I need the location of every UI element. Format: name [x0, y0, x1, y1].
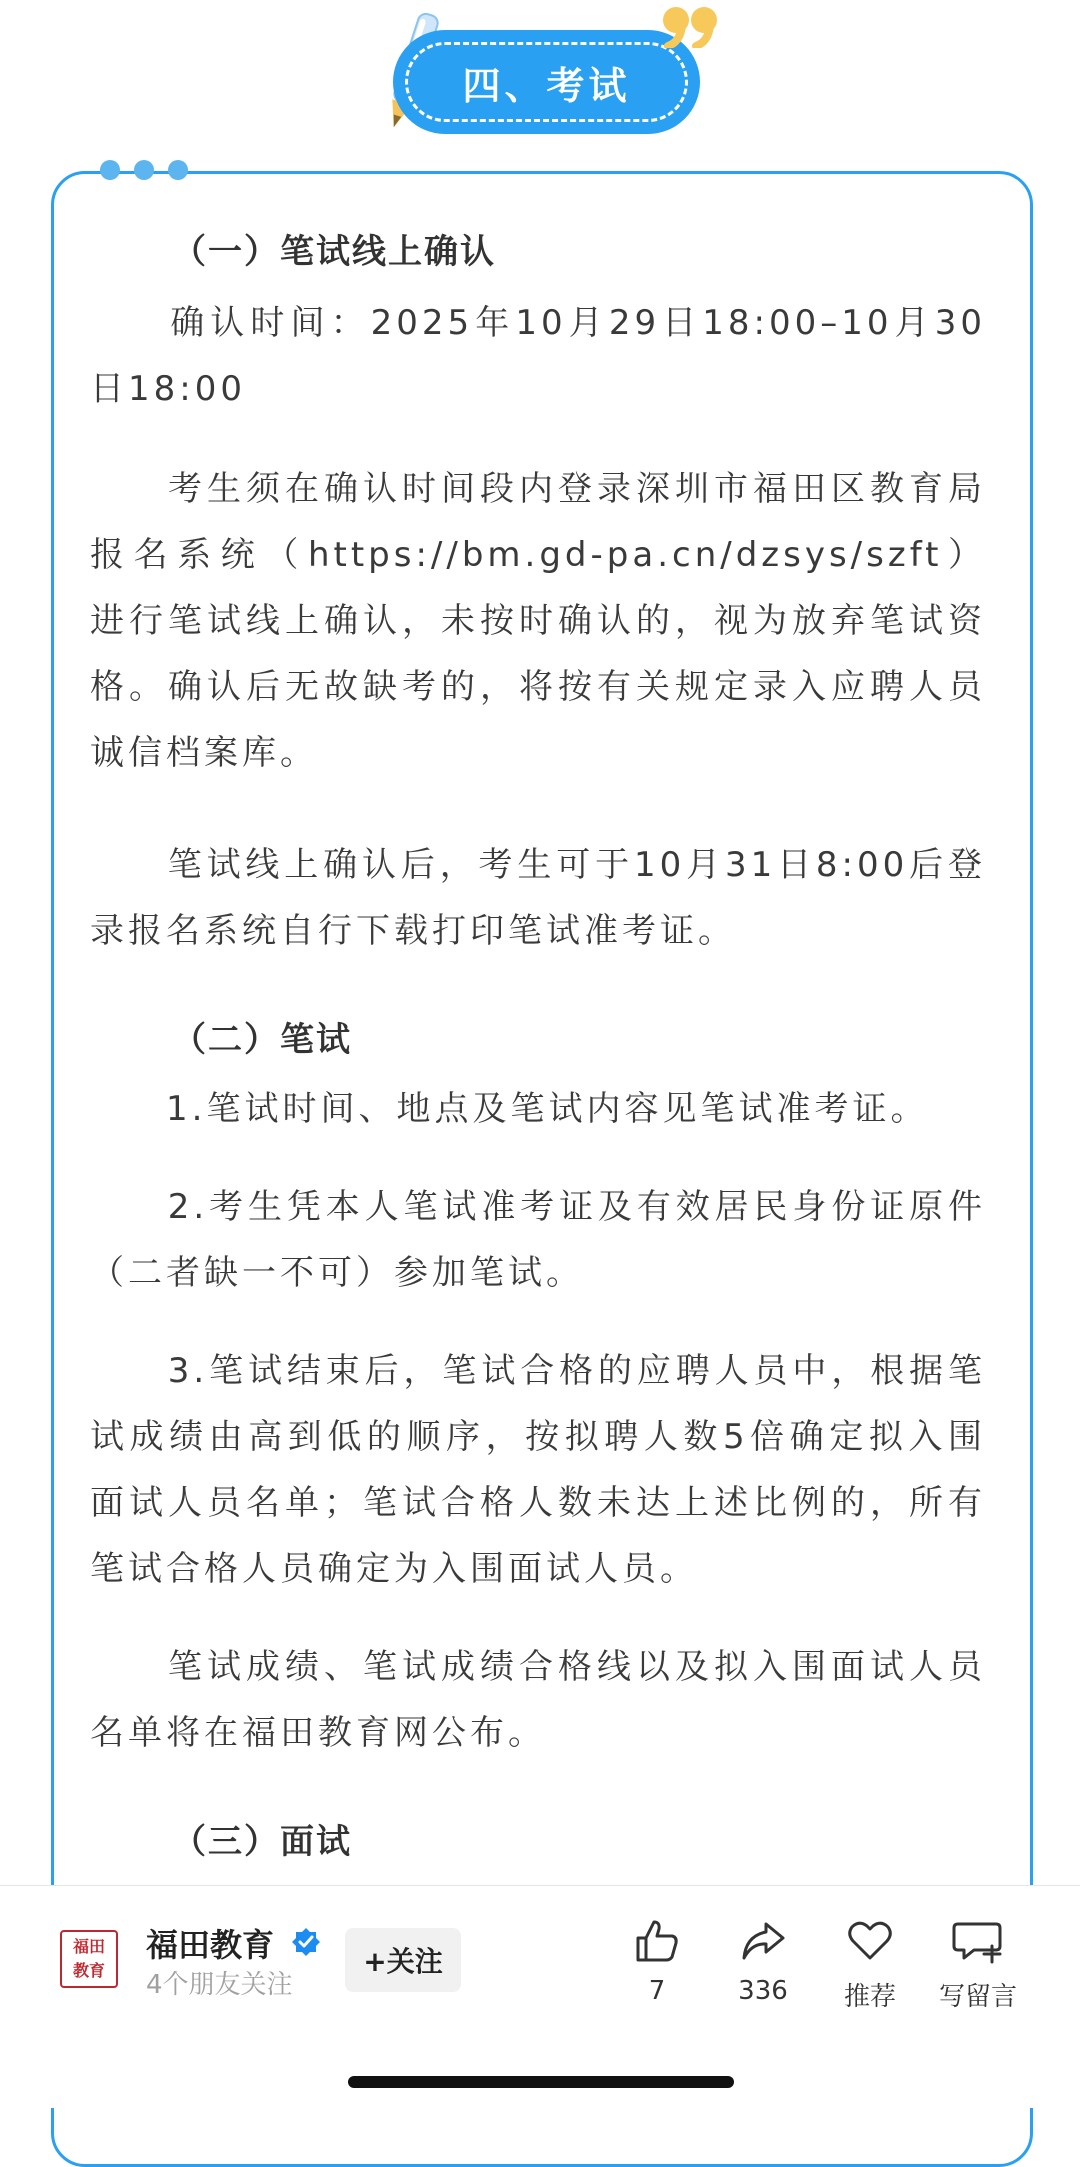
- section-title: 四、考试: [405, 42, 688, 122]
- home-indicator[interactable]: [348, 2076, 734, 2088]
- comment-label: 写留言: [938, 1982, 1017, 2012]
- thumbs-up-icon: [632, 1916, 682, 1966]
- verified-badge-icon: [290, 1926, 322, 1958]
- recommend-button[interactable]: [815, 1916, 925, 2013]
- comment-plus-icon: [952, 1916, 1004, 1966]
- quote-mark-icon: [660, 4, 724, 48]
- paragraph-exam-item-2: 2.考生凭本人笔试准考证及有效居民身份证原件（二者缺一不可）参加笔试。: [90, 1187, 986, 1293]
- paragraph-exam-item-1: 1.笔试时间、地点及笔试内容见笔试准考证。: [90, 1089, 929, 1129]
- paragraph-results-publish: 笔试成绩、笔试成绩合格线以及拟入围面试人员名单将在福田教育网公布。: [90, 1647, 986, 1753]
- account-name[interactable]: 福田教育: [146, 1926, 275, 1964]
- paragraph-admission-ticket: 笔试线上确认后，考生可于10月31日8:00后登录报名系统自行下载打印笔试准考证。: [90, 845, 986, 951]
- paragraph-exam-item-3: 3.笔试结束后，笔试合格的应聘人员中，根据笔试成绩由高到低的顺序，按拟聘人数5倍确定拟入围面试人员名单；笔试合格人数未达上述比例的，所有笔试合格人员确定为入围面试人员。: [90, 1351, 986, 1589]
- recommend-label: 推荐: [843, 1982, 896, 2012]
- share-button[interactable]: [708, 1916, 818, 2006]
- heading-written-confirm: （一）笔试线上确认: [172, 232, 496, 272]
- section-header: [0, 0, 1080, 160]
- heading-interview: （三）面试: [172, 1822, 352, 1862]
- section-title-badge: [393, 30, 700, 134]
- like-button[interactable]: [602, 1916, 712, 2006]
- friends-follow-count: 4个朋友关注: [146, 1970, 293, 2000]
- heading-written-exam: （二）笔试: [172, 1020, 352, 1060]
- account-logo-text: 福田教育: [72, 1937, 105, 1980]
- paragraph-confirm-instructions: 考生须在确认时间段内登录深圳市福田区教育局报名系统（https://bm.gd-pa.cn/dzsys/szft）进行笔试线上确认，未按时确认的，视为放弃笔试资格。确认后无故缺考的，将按有关规定录入应聘人员诚信档案库。: [90, 469, 986, 773]
- like-count: 7: [648, 1976, 666, 2006]
- paragraph-confirm-time: 确认时间：2025年10月29日18:00–10月30日18:00: [90, 303, 986, 409]
- account-logo[interactable]: [60, 1930, 118, 1988]
- bottom-action-bar: [0, 1885, 1080, 2108]
- comment-button[interactable]: [923, 1916, 1033, 2013]
- share-icon: [738, 1916, 788, 1966]
- share-count: 336: [738, 1976, 788, 2006]
- heart-icon: [845, 1916, 895, 1966]
- follow-button[interactable]: +关注: [345, 1928, 461, 1992]
